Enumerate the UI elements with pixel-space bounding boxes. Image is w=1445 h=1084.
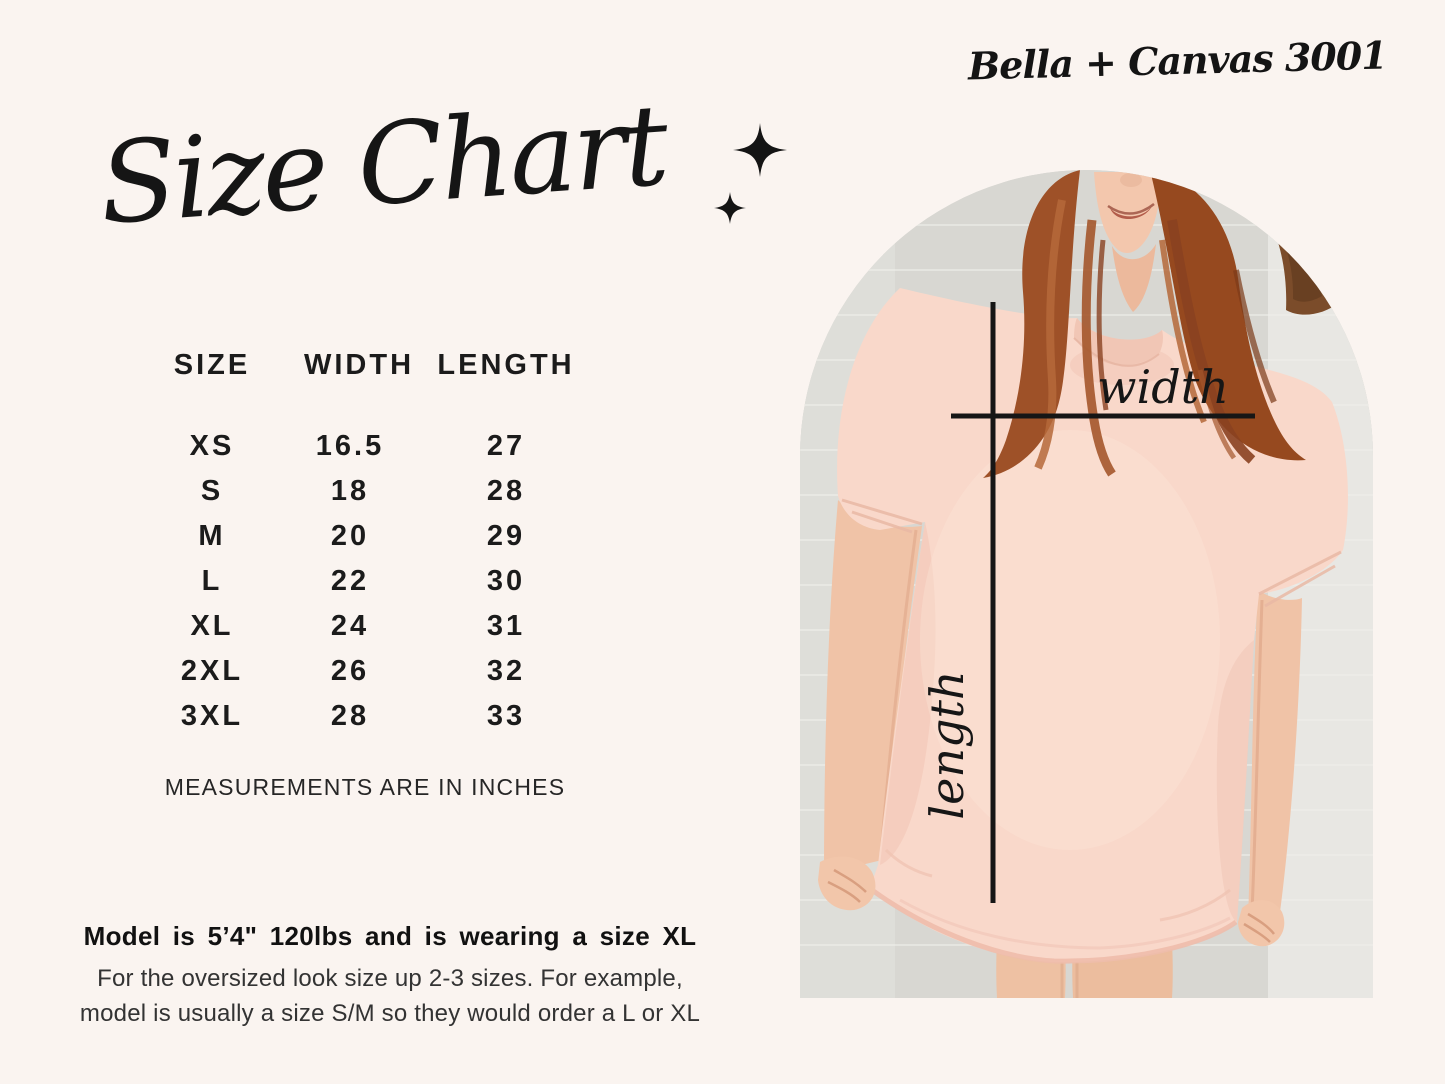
length-cell: 27 bbox=[486, 430, 526, 462]
size-cell: 3XL bbox=[180, 700, 244, 732]
width-cell: 24 bbox=[330, 610, 370, 642]
size-cell: L bbox=[201, 565, 223, 597]
size-table bbox=[120, 348, 616, 739]
table-row bbox=[120, 559, 616, 604]
width-cell: 22 bbox=[330, 565, 370, 597]
width-cell: 20 bbox=[330, 520, 370, 552]
length-cell: 30 bbox=[486, 565, 526, 597]
header-length: LENGTH bbox=[437, 348, 575, 381]
measurements-note: MEASUREMENTS ARE IN INCHES bbox=[164, 774, 566, 800]
length-cell: 28 bbox=[486, 475, 526, 507]
length-cell: 29 bbox=[486, 520, 526, 552]
header-size: SIZE bbox=[173, 348, 251, 381]
width-cell: 18 bbox=[330, 475, 370, 507]
width-cell: 26 bbox=[330, 655, 370, 687]
size-cell: 2XL bbox=[180, 655, 244, 687]
sparkle-big-icon bbox=[733, 123, 787, 177]
model-photo bbox=[800, 170, 1373, 998]
length-cell: 31 bbox=[486, 610, 526, 642]
width-cell: 16.5 bbox=[315, 430, 385, 462]
size-cell: M bbox=[198, 520, 226, 552]
model-note-line3: model is usually a size S/M so they would order a L or XL bbox=[79, 1000, 701, 1027]
brand-label: Bella + Canvas 3001 bbox=[967, 32, 1388, 89]
width-cell: 28 bbox=[330, 700, 370, 732]
width-label: width bbox=[1097, 360, 1229, 414]
nose-shadow bbox=[1120, 173, 1142, 187]
table-row bbox=[120, 649, 616, 694]
length-cell: 33 bbox=[486, 700, 526, 732]
size-table-header-row bbox=[120, 348, 616, 382]
length-label: length bbox=[920, 670, 974, 820]
size-cell: XS bbox=[189, 430, 235, 462]
size-cell: S bbox=[200, 475, 224, 507]
page-title: Size Chart bbox=[95, 80, 670, 250]
table-row bbox=[120, 469, 616, 514]
sparkle-stars-icon bbox=[713, 116, 805, 230]
model-photo-illustration bbox=[800, 170, 1373, 998]
model-note-line2: For the oversized look size up 2-3 sizes. For example, bbox=[97, 965, 683, 992]
sparkle-small-icon bbox=[714, 192, 746, 224]
size-cell: XL bbox=[190, 610, 234, 642]
table-row bbox=[120, 694, 616, 739]
header-width: WIDTH bbox=[304, 348, 415, 381]
model-note-line1: Model is 5’4" 120lbs and is wearing a size XL bbox=[83, 921, 697, 951]
model-note bbox=[68, 921, 712, 1031]
table-row bbox=[120, 514, 616, 559]
table-row bbox=[120, 424, 616, 469]
length-cell: 32 bbox=[486, 655, 526, 687]
table-row bbox=[120, 604, 616, 649]
